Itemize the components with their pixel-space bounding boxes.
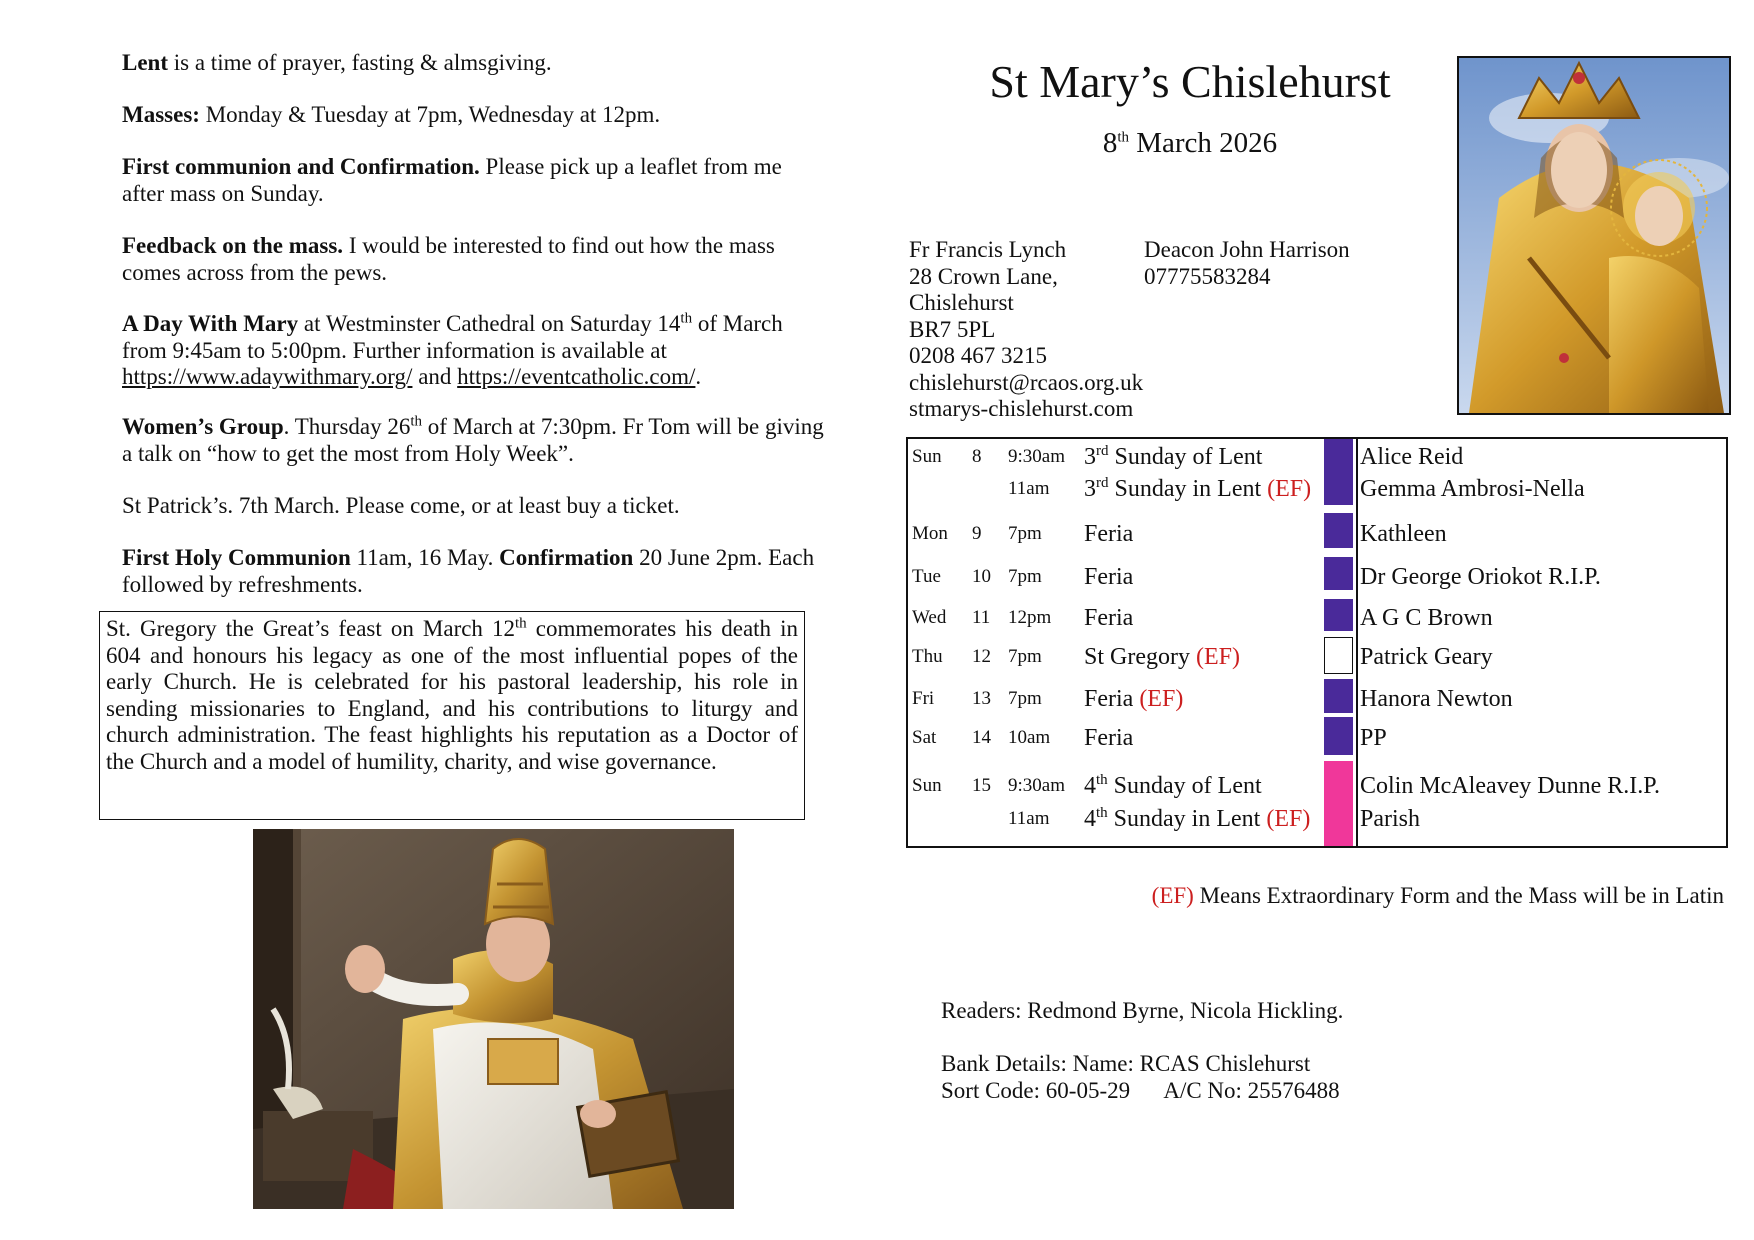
- feast-number: 3: [1084, 444, 1096, 470]
- mass-intention: PP: [1360, 725, 1387, 751]
- mass-intention: Dr George Oriokot R.I.P.: [1360, 564, 1601, 590]
- account-number: A/C No: 25576488: [1163, 1078, 1340, 1103]
- schedule-date: 12: [972, 646, 991, 667]
- schedule-date: 9: [972, 523, 982, 544]
- bulletin-date: 8th March 2026: [1102, 127, 1278, 159]
- priest-address-line1: 28 Crown Lane,: [909, 263, 1058, 289]
- schedule-time: 7pm: [1008, 646, 1042, 667]
- schedule-date: 11: [972, 607, 991, 628]
- schedule-feast: [1084, 604, 1133, 632]
- feast-name: Feria: [1084, 725, 1134, 751]
- mass-intention: Colin McAleavey Dunne R.I.P.: [1360, 773, 1660, 799]
- ef-marker: (EF): [1195, 644, 1240, 670]
- schedule-row: [908, 604, 1726, 632]
- deacon-contact-block: [1144, 237, 1444, 290]
- sort-code: Sort Code: 60-05-29: [941, 1078, 1131, 1103]
- feast-number: 4: [1084, 773, 1096, 799]
- mass-intention: Hanora Newton: [1360, 686, 1513, 712]
- priest-contact-block: [909, 237, 1144, 423]
- liturgical-colour-swatch: [1324, 557, 1353, 590]
- schedule-row: [908, 563, 1726, 591]
- eventcatholic-link[interactable]: https://eventcatholic.com/: [457, 364, 696, 389]
- priest-name: Fr Francis Lynch: [909, 237, 1067, 262]
- priest-phone: 0208 467 3215: [909, 343, 1047, 368]
- ef-marker: (EF): [1267, 476, 1312, 502]
- schedule-time: 9:30am: [1008, 775, 1065, 796]
- bank-sort-acno-line: [941, 1078, 1641, 1105]
- deacon-phone: 07775583284: [1144, 263, 1271, 289]
- feedback-paragraph: Feedback on the mass. I would be interested to find out how the mass comes across from the pews.: [122, 233, 775, 285]
- liturgical-colour-swatch: [1324, 513, 1353, 548]
- schedule-row: [908, 643, 1726, 671]
- feast-name: Feria: [1084, 521, 1134, 547]
- schedule-feast: [1084, 685, 1183, 713]
- feast-ordinal: rd: [1096, 443, 1109, 459]
- liturgical-colour-swatch: [1324, 717, 1353, 755]
- mass-intention: Patrick Geary: [1360, 644, 1493, 670]
- liturgical-colour-swatch: [1324, 679, 1353, 713]
- feast-name: Sunday in Lent: [1107, 806, 1267, 832]
- schedule-feast: [1084, 724, 1133, 752]
- adaywithmary-link[interactable]: https://www.adaywithmary.org/: [122, 364, 413, 389]
- feast-ordinal: th: [1096, 772, 1108, 788]
- first-communion-paragraph: First communion and Confirmation. Please pick up a leaflet from me after mass on Sunday.: [122, 154, 782, 206]
- schedule-date: 13: [972, 688, 991, 709]
- feast-name: St Gregory: [1084, 644, 1196, 670]
- schedule-date: 8: [972, 446, 982, 467]
- schedule-day: Sat: [912, 727, 937, 748]
- feast-name: Sunday in Lent: [1108, 476, 1268, 502]
- st-gregory-painting: [253, 829, 734, 1209]
- readers-line: Readers: Redmond Byrne, Nicola Hickling.: [941, 998, 1344, 1023]
- liturgical-colour-swatch: [1324, 637, 1353, 674]
- schedule-day: Tue: [912, 566, 941, 587]
- schedule-feast: [1084, 805, 1310, 833]
- schedule-row: [908, 520, 1726, 548]
- feast-number: 3: [1084, 476, 1096, 502]
- feast-name: Feria: [1084, 564, 1134, 590]
- womens-group-paragraph: Women’s Group. Thursday 26th of March at 7:30pm. Fr Tom will be giving a talk on “how to get the most from Holy Week”.: [122, 413, 824, 466]
- schedule-feast: [1084, 443, 1262, 471]
- schedule-feast: [1084, 475, 1311, 503]
- mass-intention: Gemma Ambrosi-Nella: [1360, 476, 1585, 502]
- schedule-day: Thu: [912, 646, 943, 667]
- masses-paragraph: Masses: Monday & Tuesday at 7pm, Wednesday at 12pm.: [122, 102, 661, 127]
- schedule-row: [908, 685, 1726, 713]
- feast-name: Sunday of Lent: [1108, 444, 1263, 470]
- schedule-row: [908, 772, 1726, 800]
- page-title: St Mary’s Chislehurst: [989, 56, 1391, 107]
- st-gregory-box: St. Gregory the Great’s feast on March 12th commemorates his death in 604 and honours his legacy as one of the most influential popes of the early Church. He is celebrated for his pastoral leadership, his role in sending missionaries to England, and his contributions to liturgy and church administration. The feast highlights his reputation as a Doctor of the Church and a model of humility, charity, and wise governance.: [99, 611, 805, 820]
- feast-name: Feria: [1084, 686, 1140, 712]
- liturgical-colour-swatch: [1324, 439, 1353, 505]
- deacon-name: Deacon John Harrison: [1144, 237, 1350, 262]
- feast-ordinal: th: [1096, 805, 1108, 821]
- parish-website[interactable]: stmarys-chislehurst.com: [909, 396, 1134, 421]
- madonna-statue-image: [1457, 56, 1731, 415]
- parish-email[interactable]: chislehurst@rcaos.org.uk: [909, 369, 1144, 395]
- schedule-time: 9:30am: [1008, 446, 1065, 467]
- schedule-time: 10am: [1008, 727, 1051, 748]
- ef-note: (EF) Means Extraordinary Form and the Mass will be in Latin: [1151, 883, 1724, 908]
- feast-name: Sunday of Lent: [1107, 773, 1262, 799]
- priest-address-line2: Chislehurst: [909, 290, 1014, 315]
- mass-intention: Kathleen: [1360, 521, 1447, 547]
- lent-paragraph: Lent is a time of prayer, fasting & almsgiving.: [122, 50, 552, 75]
- priest-postcode: BR7 5PL: [909, 316, 996, 342]
- feast-number: 4: [1084, 806, 1096, 832]
- schedule-row: [908, 805, 1726, 833]
- ef-marker: (EF): [1266, 806, 1311, 832]
- schedule-row: [908, 724, 1726, 752]
- schedule-day: Sun: [912, 446, 942, 467]
- schedule-time: 7pm: [1008, 566, 1042, 587]
- day-with-mary-paragraph: A Day With Mary at Westminster Cathedral on Saturday 14th of March from 9:45am to 5:00pm. Further information is available at https://www.adaywithmary.org/ and https://eventcatholic.com/.: [122, 310, 783, 389]
- bank-details-line: Bank Details: Name: RCAS Chislehurst: [941, 1051, 1311, 1076]
- schedule-date: 10: [972, 566, 991, 587]
- mass-schedule-table: [906, 437, 1728, 848]
- feast-name: Feria: [1084, 605, 1134, 631]
- holy-communion-paragraph: First Holy Communion 11am, 16 May. Confirmation 20 June 2pm. Each followed by refreshments.: [122, 545, 815, 597]
- mass-intention: Parish: [1360, 806, 1420, 832]
- schedule-date: 15: [972, 775, 991, 796]
- schedule-day: Sun: [912, 775, 942, 796]
- st-patricks-paragraph: St Patrick’s. 7th March. Please come, or at least buy a ticket.: [122, 493, 680, 518]
- schedule-feast: [1084, 643, 1240, 671]
- schedule-row: [908, 475, 1726, 503]
- schedule-day: Wed: [912, 607, 947, 628]
- ef-marker: (EF): [1139, 686, 1184, 712]
- schedule-feast: [1084, 563, 1133, 591]
- schedule-time: 12pm: [1008, 607, 1052, 628]
- liturgical-colour-swatch: [1324, 599, 1353, 631]
- schedule-time: 11am: [1008, 808, 1050, 829]
- schedule-feast: [1084, 772, 1262, 800]
- schedule-day: Mon: [912, 523, 948, 544]
- schedule-time: 7pm: [1008, 688, 1042, 709]
- schedule-feast: [1084, 520, 1133, 548]
- schedule-day: Fri: [912, 688, 935, 709]
- schedule-date: 14: [972, 727, 991, 748]
- schedule-time: 11am: [1008, 478, 1050, 499]
- mass-intention: A G C Brown: [1360, 605, 1493, 631]
- mass-intention: Alice Reid: [1360, 444, 1464, 470]
- liturgical-colour-swatch: [1324, 761, 1353, 846]
- feast-ordinal: rd: [1096, 475, 1109, 491]
- schedule-time: 7pm: [1008, 523, 1042, 544]
- schedule-row: [908, 443, 1726, 471]
